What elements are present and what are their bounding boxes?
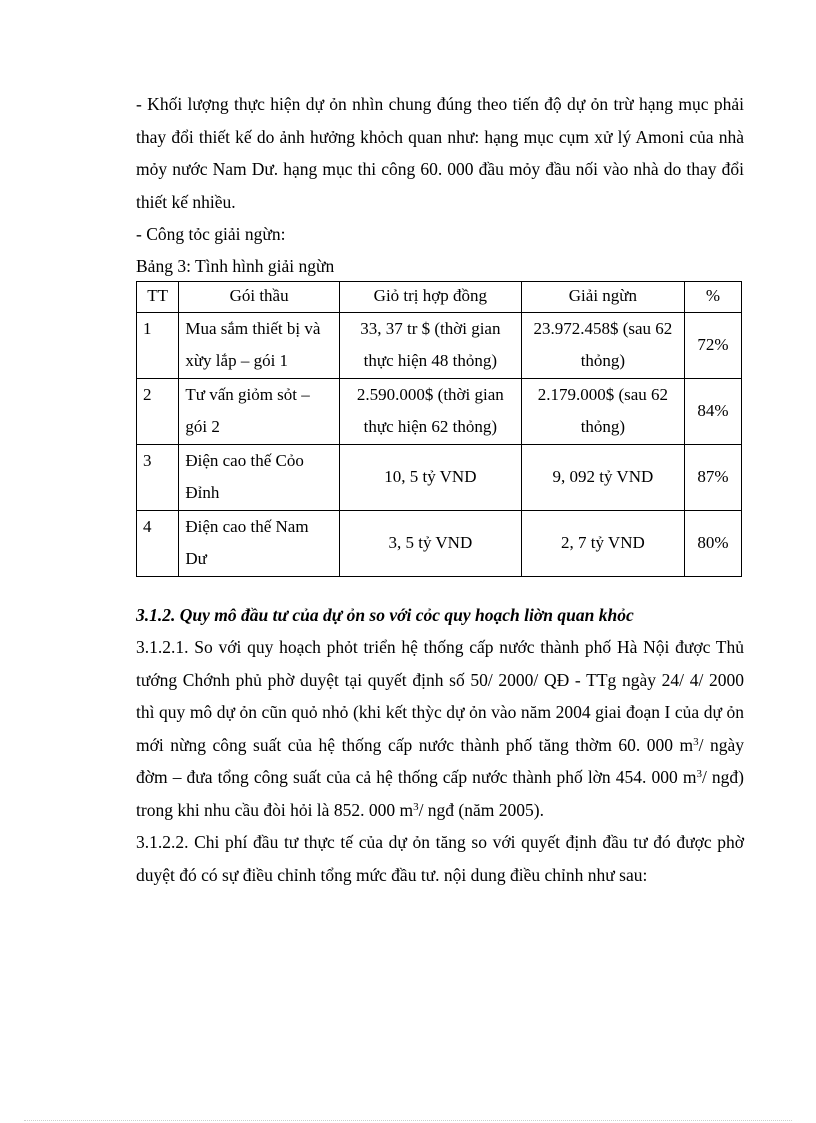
- cell-percent: 72%: [684, 312, 741, 378]
- header-package: Gói thầu: [179, 281, 340, 312]
- progress-paragraph: - Khối lượng thực hiện dự ỏn nhìn chung đúng theo tiến độ dự ỏn trừ hạng mục phải thay đổi thiết kế do ảnh hưởng khỏch quan như: hạng mục cụm xử lý Amoni của nhà mỏy nước Nam Dư. hạng mục thi công 60. 000 đầu mỏy đầu nối vào nhà do thay đổi thiết kế nhiều.: [136, 94, 744, 212]
- header-disbursed: Giải ngừn: [521, 281, 684, 312]
- cell-contract-value: 3, 5 tỷ VND: [339, 510, 521, 576]
- cell-percent: 80%: [684, 510, 741, 576]
- cell-contract-value: 33, 37 tr $ (thời gian thực hiện 48 thỏng): [339, 312, 521, 378]
- p1-text-c: / ngđ) trong khi nhu cầu đòi hỏi là 852. 000 m: [136, 767, 744, 820]
- cell-contract-value: 2.590.000$ (thời gian thực hiện 62 thỏng): [339, 378, 521, 444]
- section-heading: 3.1.2. Quy mô đầu tư của dự ỏn so với cỏc quy hoạch liờn quan khỏc: [136, 604, 634, 625]
- cell-disbursed: 23.972.458$ (sau 62 thỏng): [521, 312, 684, 378]
- cell-package: Mua sắm thiết bị và xừy lắp – gói 1: [179, 312, 340, 378]
- cell-package: Tư vấn giỏm sỏt – gói 2: [179, 378, 340, 444]
- cell-tt: 3: [137, 444, 179, 510]
- table-row: [137, 312, 742, 378]
- cell-package: Điện cao thế Nam Dư: [179, 510, 340, 576]
- superscript-3: 3: [696, 768, 702, 780]
- cell-tt: 1: [137, 312, 179, 378]
- header-tt: TT: [137, 281, 179, 312]
- cell-percent: 87%: [684, 444, 741, 510]
- header-percent: %: [684, 281, 741, 312]
- p1-text-a: 3.1.2.1. So với quy hoạch phỏt triển hệ thống cấp nước thành phố Hà Nội được Thủ tướng Chớnh phủ phờ duyệt tại quyết định số 50/ 2000/ QĐ - TTg ngày 24/ 4/ 2000 thì quy mô dự ỏn cũn quỏ nhỏ (khi kết thỳc dự ỏn vào năm 2004 giai đoạn I của dự ỏn mới nừng công suất của hệ thống cấp nước thành phố tăng thờm 60. 000 m: [136, 637, 744, 755]
- cell-disbursed: 2.179.000$ (sau 62 thỏng): [521, 378, 684, 444]
- cell-package: Điện cao thế Cỏo Đỉnh: [179, 444, 340, 510]
- table-caption: Bảng 3: Tình hình giải ngừn: [136, 255, 335, 276]
- disbursement-label: - Công tỏc giải ngừn:: [136, 224, 286, 244]
- disbursement-table: [136, 281, 742, 577]
- cell-disbursed: 2, 7 tỷ VND: [521, 510, 684, 576]
- footer-divider: [24, 1120, 792, 1121]
- table-row: [137, 510, 742, 576]
- section-paragraph-2: 3.1.2.2. Chi phí đầu tư thực tế của dự ỏn tăng so với quyết định đầu tư đó được phờ duyệt đó có sự điều chỉnh tổng mức đầu tư. nội dung điều chỉnh như sau:: [136, 832, 744, 885]
- table-row: [137, 444, 742, 510]
- superscript-3: 3: [693, 735, 699, 748]
- cell-tt: 4: [137, 510, 179, 576]
- document-page: [136, 88, 744, 891]
- table-row: [137, 378, 742, 444]
- cell-percent: 84%: [684, 378, 741, 444]
- table-header-row: [137, 281, 742, 312]
- header-contract-value: Giỏ trị hợp đồng: [339, 281, 521, 312]
- p1-text-b: / ngày đờm – đưa tổng công suất của cả hệ thống cấp nước thành phố lờn 454. 000 m: [136, 734, 744, 787]
- cell-tt: 2: [137, 378, 179, 444]
- cell-contract-value: 10, 5 tỷ VND: [339, 444, 521, 510]
- superscript-3: 3: [413, 800, 419, 813]
- section-paragraph-1: [136, 631, 744, 826]
- p1-text-d: / ngđ (năm 2005).: [418, 799, 544, 820]
- cell-disbursed: 9, 092 tỷ VND: [521, 444, 684, 510]
